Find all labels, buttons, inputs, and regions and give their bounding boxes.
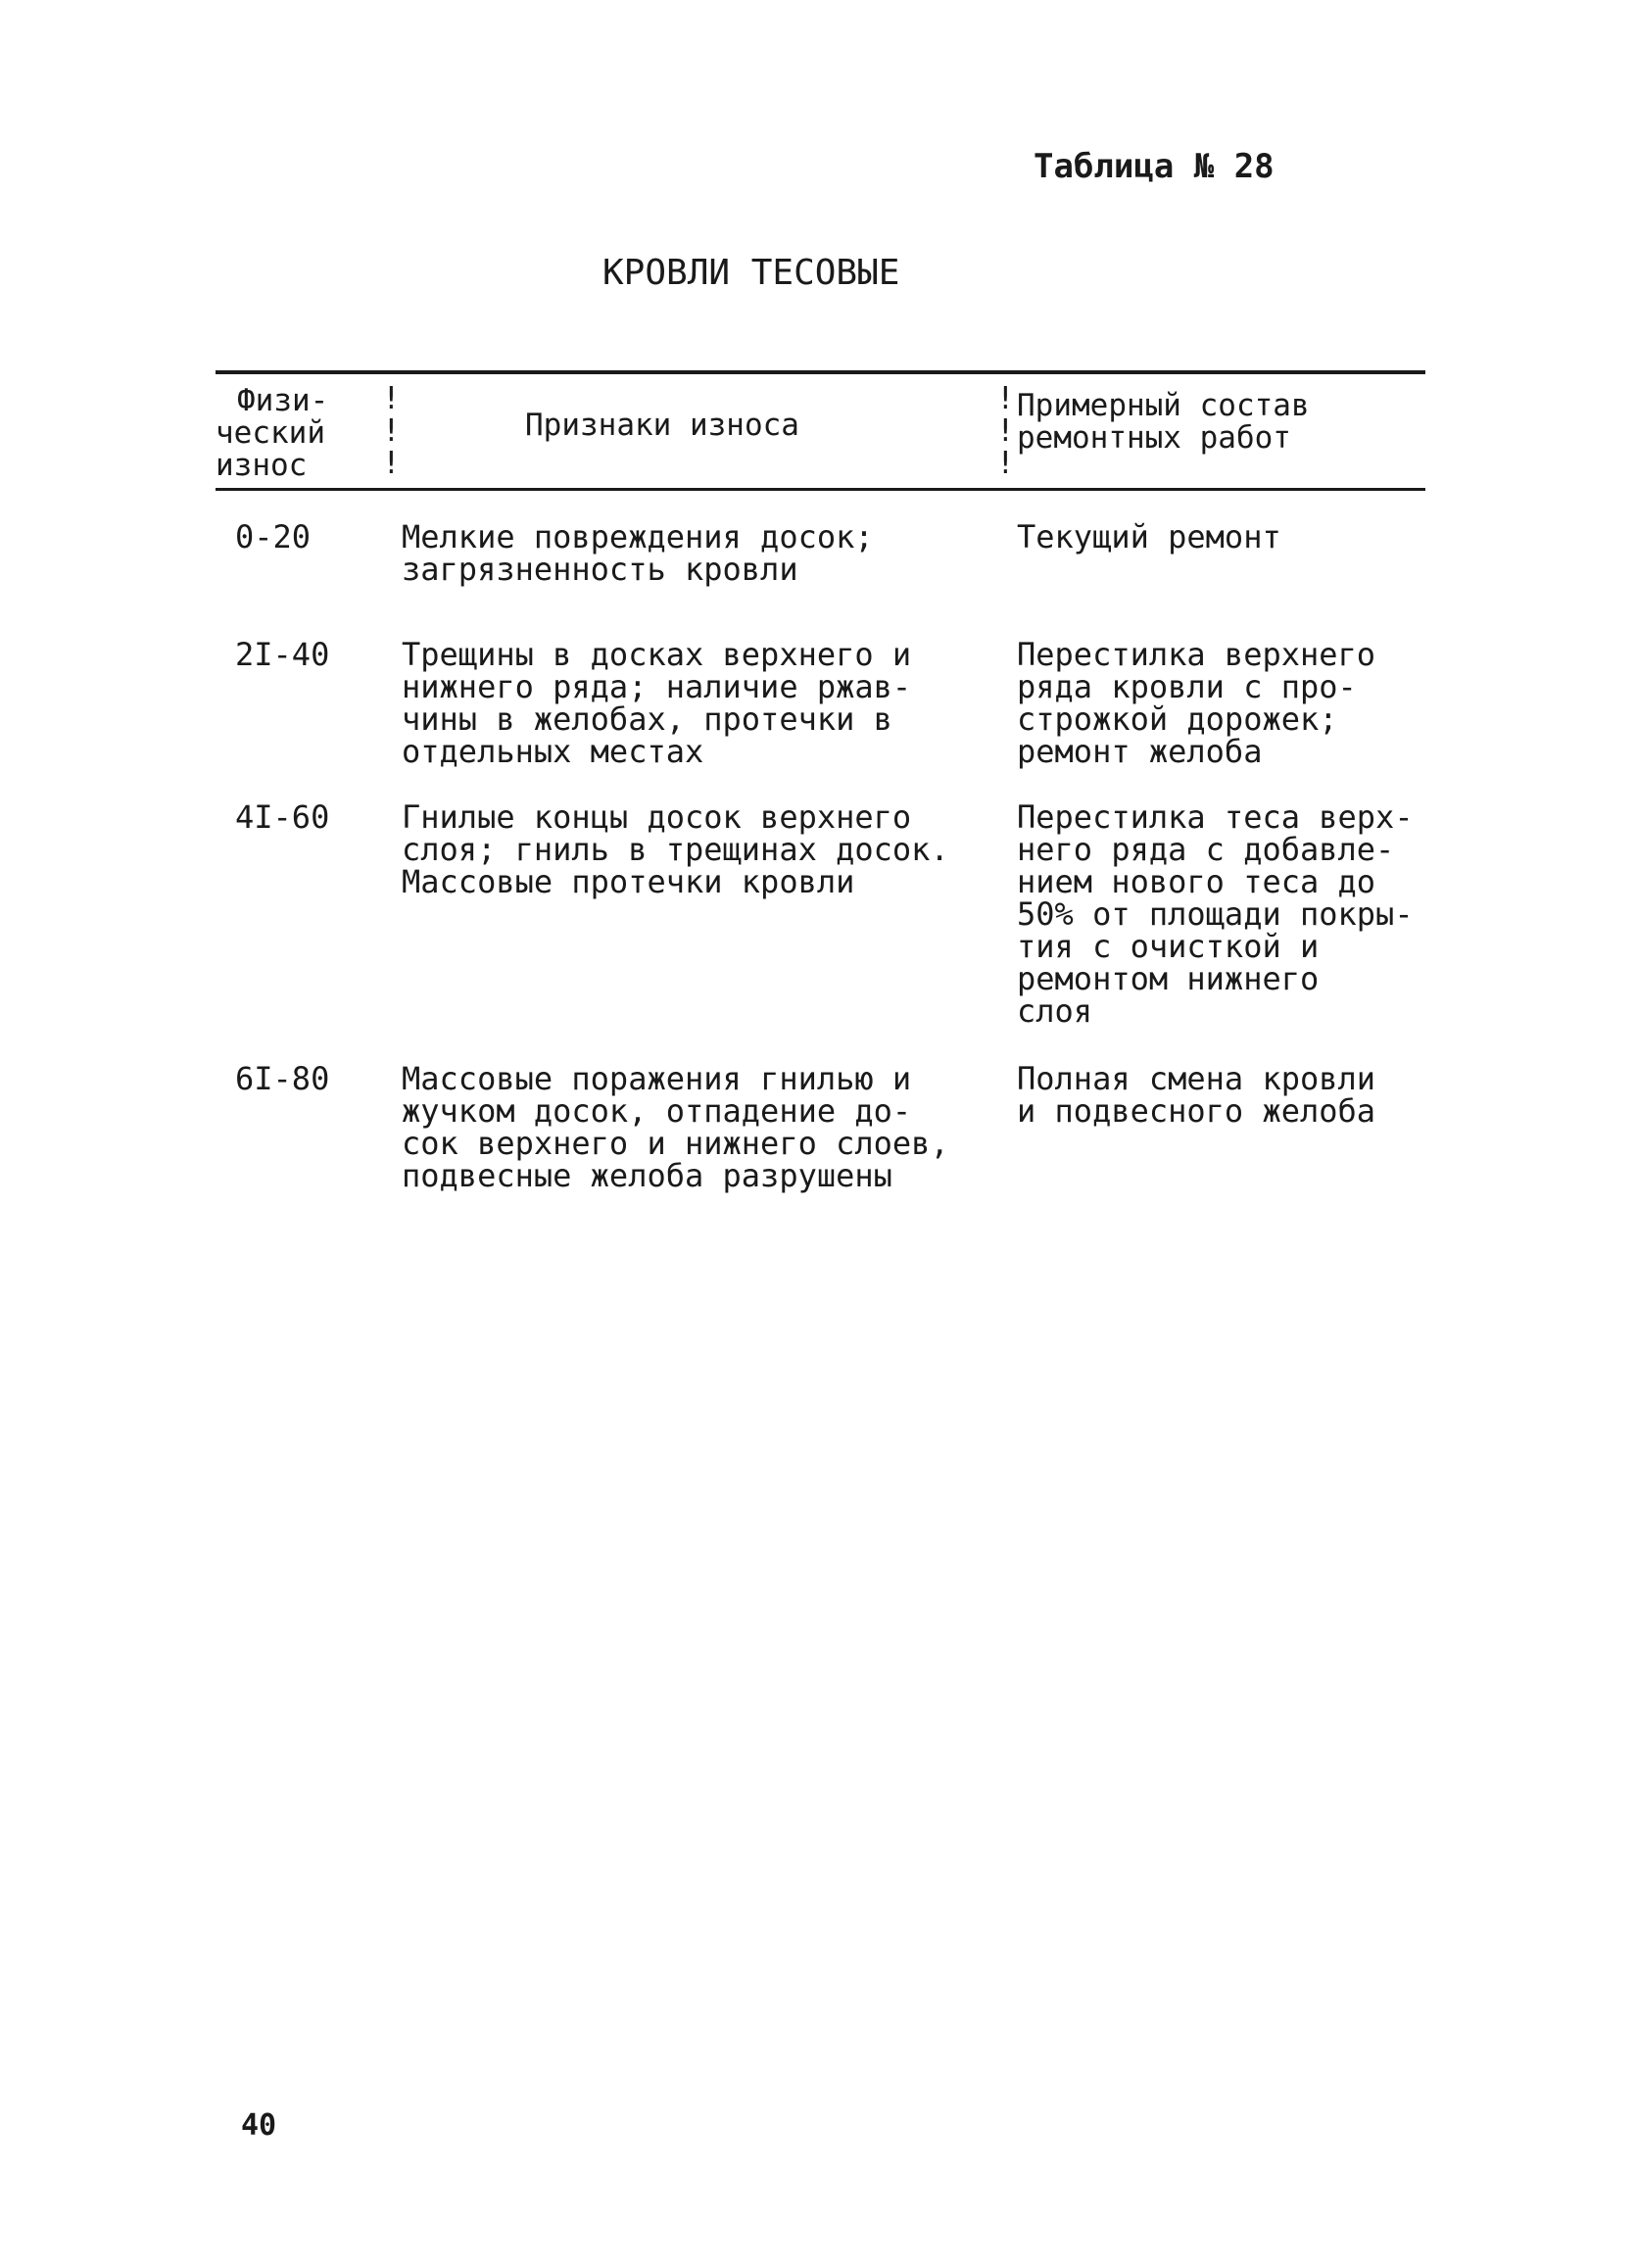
text-line: Трещины в досках верхнего и (402, 636, 912, 673)
row-repair-works (1017, 636, 1376, 770)
text-line: Перестилка теса верх- (1017, 798, 1414, 836)
header-works-line: Примерный состав (1017, 388, 1310, 423)
page-number: 40 (241, 2108, 277, 2143)
text-line: Мелкие повреждения досок; (402, 518, 874, 555)
header-separator: ! ! ! (382, 381, 401, 481)
row-wear-signs (402, 798, 949, 900)
header-repair-works (1017, 390, 1310, 455)
text-line: загрязненность кровли (402, 551, 798, 588)
header-separator: ! ! ! (996, 381, 1015, 481)
row-wear-signs (402, 518, 874, 588)
text-line: нием нового теса до (1017, 863, 1376, 900)
text-line: Массовые поражения гнилью и (402, 1060, 912, 1097)
row-repair-works (1017, 1060, 1376, 1130)
header-wear-line: ческий (216, 415, 325, 451)
text-line: строжкой дорожек; (1017, 700, 1338, 738)
header-wear-line: Физи- (237, 383, 329, 418)
text-line: подвесные желоба разрушены (402, 1157, 892, 1194)
text-line: слоя; гниль в трещинах досок. (402, 831, 949, 868)
text-line: него ряда с добавле- (1017, 831, 1395, 868)
header-wear-signs: Признаки износа (525, 408, 799, 443)
text-line: слоя (1017, 992, 1093, 1030)
text-line: и подвесного желоба (1017, 1092, 1376, 1130)
document-title: КРОВЛИ ТЕСОВЫЕ (602, 253, 900, 293)
text-line: Гнилые концы досок верхнего (402, 798, 912, 836)
text-line: ремонтом нижнего (1017, 960, 1320, 997)
text-line: жучком досок, отпадение до- (402, 1092, 912, 1130)
text-line: Массовые протечки кровли (402, 863, 855, 900)
text-line: сок верхнего и нижнего слоев, (402, 1125, 949, 1162)
text-line: ремонт желоба (1017, 733, 1263, 770)
text-line: Полная смена кровли (1017, 1060, 1376, 1097)
row-wear-signs (402, 636, 912, 770)
text-line: чины в желобах, протечки в (402, 700, 892, 738)
text-line: 50% от площади покры- (1017, 895, 1414, 933)
text-line: тия с очисткой и (1017, 928, 1320, 965)
text-line: ряда кровли с про- (1017, 668, 1357, 705)
text-line: отдельных местах (402, 733, 704, 770)
text-line: Текущий ремонт (1017, 518, 1281, 555)
text-line: нижнего ряда; наличие ржав- (402, 668, 912, 705)
text-line: Перестилка верхнего (1017, 636, 1376, 673)
row-repair-works (1017, 518, 1281, 555)
header-wear-line: износ (216, 448, 308, 483)
header-physical-wear (216, 385, 362, 482)
row-wear-value: 2I-40 (235, 636, 330, 673)
table-top-rule (216, 370, 1425, 374)
row-wear-value: 4I-60 (235, 798, 330, 836)
row-wear-value: 6I-80 (235, 1060, 330, 1097)
header-works-line: ремонтных работ (1017, 420, 1291, 456)
row-wear-value: 0-20 (235, 518, 312, 555)
table-number: Таблица № 28 (1034, 147, 1275, 186)
row-wear-signs (402, 1060, 949, 1194)
table-header-rule (216, 488, 1425, 491)
row-repair-works (1017, 798, 1414, 1030)
